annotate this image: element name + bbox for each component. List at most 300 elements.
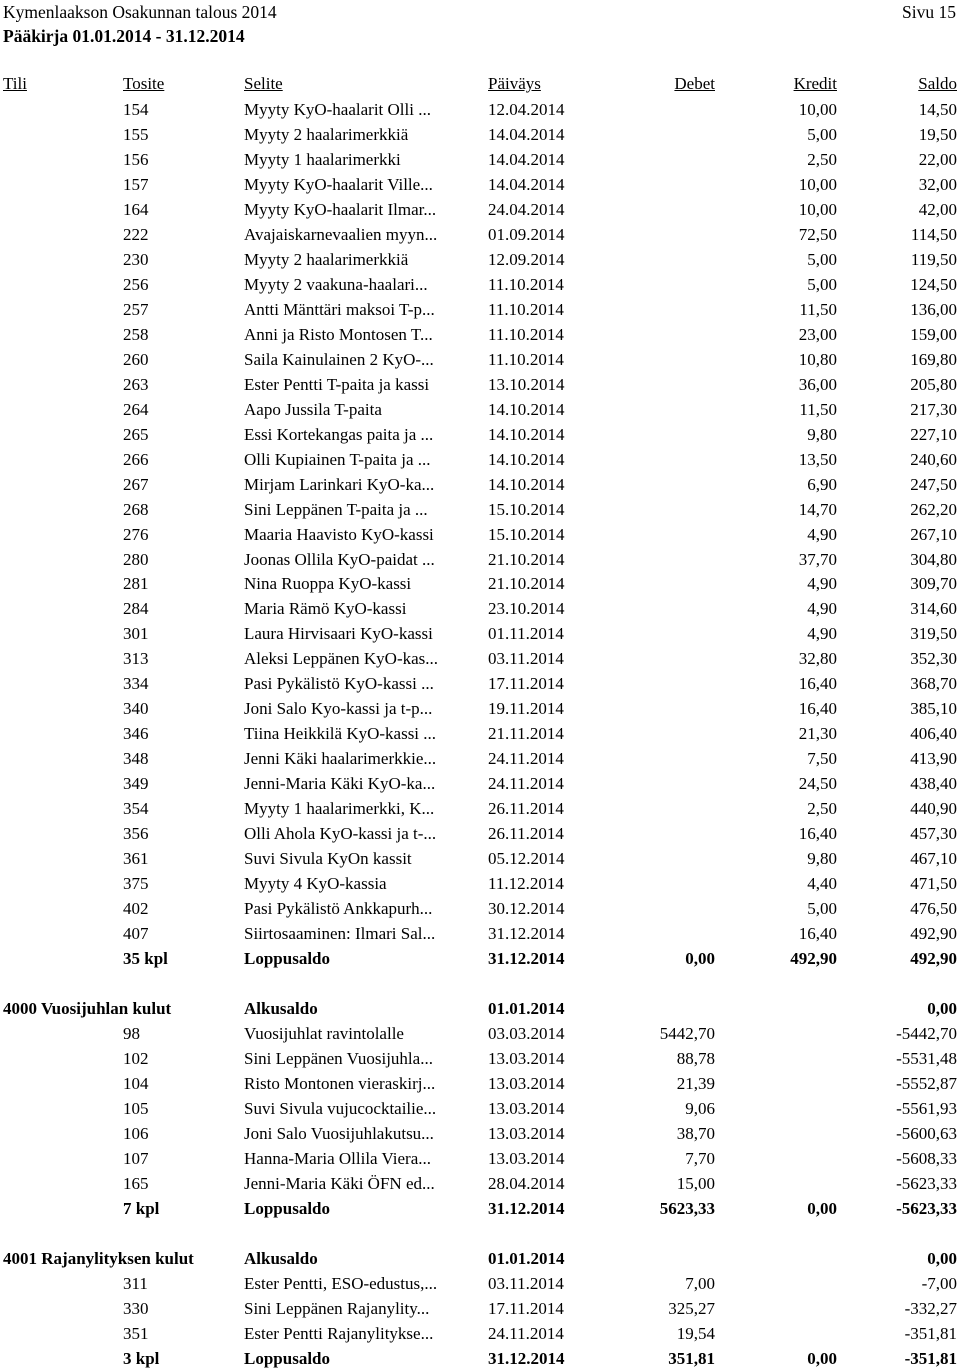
row-spacer — [0, 972, 960, 996]
description: Essi Kortekangas paita ja ... — [244, 424, 434, 444]
voucher-number: 313 — [123, 649, 149, 669]
date: 30.12.2014 — [488, 899, 565, 918]
balance-amount: 262,20 — [910, 499, 957, 519]
voucher-number: 266 — [123, 449, 149, 469]
balance-amount: 19,50 — [918, 125, 957, 144]
debit-amount: 21,39 — [676, 1073, 715, 1093]
date: 11.12.2014 — [488, 874, 564, 894]
voucher-number: 154 — [123, 100, 149, 119]
credit-amount: 16,40 — [798, 924, 837, 943]
table-row — [0, 1047, 960, 1071]
table-row — [0, 198, 960, 222]
voucher-number: 165 — [123, 1173, 149, 1193]
credit-amount: 4,90 — [807, 624, 837, 644]
table-row — [0, 473, 960, 497]
credit-amount: 13,50 — [798, 449, 837, 469]
date: 11.10.2014 — [488, 299, 564, 319]
credit-amount: 5,00 — [807, 125, 837, 144]
balance-amount: 368,70 — [910, 674, 957, 694]
credit-amount: 36,00 — [798, 374, 837, 394]
description: Nina Ruoppa KyO-kassi — [244, 574, 412, 594]
credit-amount: 5,00 — [807, 249, 837, 269]
debit-amount: 15,00 — [676, 1173, 715, 1193]
table-row — [0, 1297, 960, 1321]
table-row — [0, 373, 960, 397]
table-row — [0, 1122, 960, 1146]
voucher-number: 311 — [123, 1273, 148, 1293]
voucher-number: 281 — [123, 574, 149, 594]
credit-amount: 2,50 — [807, 799, 837, 819]
credit-amount: 24,50 — [798, 774, 837, 794]
voucher-number: 107 — [123, 1148, 149, 1168]
description: Olli Ahola KyO-kassi ja t-... — [244, 824, 437, 844]
table-row — [0, 597, 960, 621]
table-row — [0, 622, 960, 646]
date: 24.11.2014 — [488, 749, 564, 769]
table-row — [0, 847, 960, 871]
balance-amount: 304,80 — [910, 549, 957, 569]
balance-amount: 314,60 — [910, 599, 957, 619]
col-saldo: Saldo — [918, 74, 957, 93]
table-row — [0, 572, 960, 596]
description: Saila Kainulainen 2 KyO-... — [244, 349, 434, 369]
col-kredit: Kredit — [793, 74, 837, 93]
debit-amount: 9,06 — [685, 1098, 715, 1118]
balance-amount: 114,50 — [910, 224, 957, 244]
table-row — [0, 123, 960, 147]
date: 14.10.2014 — [488, 399, 565, 419]
date: 24.11.2014 — [488, 1323, 564, 1343]
table-row — [0, 448, 960, 472]
description: Risto Montonen vieraskirj... — [244, 1073, 436, 1093]
col-tosite: Tosite — [123, 74, 165, 93]
date: 17.11.2014 — [488, 1298, 564, 1318]
description: Maaria Haavisto KyO-kassi — [244, 524, 434, 544]
balance-amount: 124,50 — [910, 274, 957, 294]
table-row — [0, 323, 960, 347]
credit-amount: 14,70 — [798, 499, 837, 519]
date: 13.03.2014 — [488, 1098, 565, 1118]
description: Myyty KyO-haalarit Olli ... — [244, 100, 431, 119]
description: Maria Rämö KyO-kassi — [244, 599, 407, 619]
voucher-number: 267 — [123, 474, 149, 494]
balance-amount: -5531,48 — [896, 1048, 957, 1068]
balance-amount: 352,30 — [910, 649, 957, 669]
description: Loppusaldo — [244, 1198, 330, 1218]
balance-amount: -5552,87 — [896, 1073, 957, 1093]
voucher-number: 276 — [123, 524, 149, 544]
date: 13.10.2014 — [488, 374, 565, 394]
date: 21.11.2014 — [488, 724, 564, 744]
credit-amount: 32,80 — [798, 649, 837, 669]
account-header-row — [0, 1247, 960, 1271]
voucher-number: 351 — [123, 1323, 149, 1343]
description: Ester Pentti Rajanylitykse... — [244, 1323, 434, 1343]
voucher-number: 256 — [123, 274, 149, 294]
credit-amount: 10,00 — [798, 174, 837, 194]
credit-amount: 9,80 — [807, 424, 837, 444]
account-name: 4000 Vuosijuhlan kulut — [3, 998, 172, 1018]
balance-amount: 457,30 — [910, 824, 957, 844]
description: Loppusaldo — [244, 949, 330, 968]
voucher-number: 268 — [123, 499, 149, 519]
description: Ester Pentti T-paita ja kassi — [244, 374, 430, 394]
description: Sini Leppänen T-paita ja ... — [244, 499, 428, 519]
date: 21.10.2014 — [488, 549, 565, 569]
date: 19.11.2014 — [488, 699, 564, 719]
credit-amount: 5,00 — [807, 274, 837, 294]
voucher-number: 102 — [123, 1048, 149, 1068]
table-row — [0, 772, 960, 796]
description: Suvi Sivula vujucocktailie... — [244, 1098, 437, 1118]
balance-amount: 159,00 — [910, 324, 957, 344]
table-row — [0, 98, 960, 122]
table-row — [0, 248, 960, 272]
date: 14.04.2014 — [488, 149, 565, 169]
description: Alkusaldo — [244, 1248, 318, 1268]
table-row — [0, 672, 960, 696]
voucher-number: 35 kpl — [123, 949, 168, 968]
description: Anni ja Risto Montosen T... — [244, 324, 433, 344]
date: 31.12.2014 — [488, 1198, 565, 1218]
voucher-number: 222 — [123, 224, 149, 244]
debit-amount: 351,81 — [668, 1348, 715, 1368]
balance-amount: -7,00 — [921, 1273, 957, 1293]
table-row — [0, 747, 960, 771]
date: 15.10.2014 — [488, 524, 565, 544]
credit-amount: 16,40 — [798, 699, 837, 719]
balance-amount: -5623,33 — [896, 1198, 957, 1218]
table-row — [0, 822, 960, 846]
balance-amount: 14,50 — [918, 100, 957, 119]
description: Sini Leppänen Vuosijuhla... — [244, 1048, 433, 1068]
credit-amount: 72,50 — [798, 224, 837, 244]
voucher-number: 106 — [123, 1123, 149, 1143]
description: Avajaiskarnevaalien myyn... — [244, 224, 438, 244]
description: Tiina Heikkilä KyO-kassi ... — [244, 724, 437, 744]
col-debet: Debet — [674, 74, 715, 93]
description: Joni Salo Kyo-kassi ja t-p... — [244, 699, 433, 719]
description: Myyty KyO-haalarit Ville... — [244, 174, 433, 194]
voucher-number: 258 — [123, 324, 149, 344]
voucher-number: 346 — [123, 724, 149, 744]
balance-amount: -5608,33 — [896, 1148, 957, 1168]
date: 15.10.2014 — [488, 499, 565, 519]
date: 17.11.2014 — [488, 674, 564, 694]
voucher-number: 407 — [123, 924, 149, 943]
table-row — [0, 797, 960, 821]
report-subtitle: Pääkirja 01.01.2014 - 31.12.2014 — [3, 26, 245, 46]
date: 24.11.2014 — [488, 774, 564, 794]
date: 03.11.2014 — [488, 649, 564, 669]
voucher-number: 263 — [123, 374, 149, 394]
table-row — [0, 647, 960, 671]
voucher-number: 356 — [123, 824, 149, 844]
balance-amount: 319,50 — [910, 624, 957, 644]
balance-amount: 406,40 — [910, 724, 957, 744]
table-row — [0, 922, 960, 946]
credit-amount: 9,80 — [807, 849, 837, 869]
balance-amount: 413,90 — [910, 749, 957, 769]
debit-amount: 325,27 — [668, 1298, 715, 1318]
balance-amount: -351,81 — [904, 1348, 957, 1368]
credit-amount: 23,00 — [798, 324, 837, 344]
balance-amount: 227,10 — [910, 424, 957, 444]
date: 13.03.2014 — [488, 1148, 565, 1168]
credit-amount: 10,00 — [798, 100, 837, 119]
table-row — [0, 1072, 960, 1096]
voucher-number: 349 — [123, 774, 149, 794]
description: Jenni Käki haalarimerkkie... — [244, 749, 437, 769]
table-row — [0, 697, 960, 721]
balance-amount: -5600,63 — [896, 1123, 957, 1143]
date: 14.04.2014 — [488, 125, 565, 144]
date: 14.10.2014 — [488, 424, 565, 444]
balance-amount: -5442,70 — [896, 1023, 957, 1043]
debit-amount: 19,54 — [676, 1323, 715, 1343]
balance-amount: -351,81 — [904, 1323, 957, 1343]
balance-amount: 247,50 — [910, 474, 957, 494]
voucher-number: 3 kpl — [123, 1348, 160, 1368]
report-title: Kymenlaakson Osakunnan talous 2014 — [3, 2, 277, 22]
credit-amount: 7,50 — [807, 749, 837, 769]
date: 14.04.2014 — [488, 174, 565, 194]
table-row — [0, 872, 960, 896]
description: Aleksi Leppänen KyO-kas... — [244, 649, 439, 669]
col-tili: Tili — [3, 74, 27, 93]
date: 05.12.2014 — [488, 849, 565, 869]
date: 31.12.2014 — [488, 1348, 565, 1368]
col-selite: Selite — [244, 74, 283, 93]
description: Myyty 2 haalarimerkkiä — [244, 249, 409, 269]
date: 26.11.2014 — [488, 799, 564, 819]
row-spacer — [0, 1222, 960, 1246]
table-row — [0, 1322, 960, 1346]
date: 21.10.2014 — [488, 574, 565, 594]
date: 13.03.2014 — [488, 1073, 565, 1093]
table-row — [0, 423, 960, 447]
voucher-number: 155 — [123, 125, 149, 144]
date: 13.03.2014 — [488, 1048, 565, 1068]
voucher-number: 265 — [123, 424, 149, 444]
description: Siirtosaaminen: Ilmari Sal... — [244, 924, 436, 943]
date: 13.03.2014 — [488, 1123, 565, 1143]
description: Myyty KyO-haalarit Ilmar... — [244, 199, 437, 219]
date: 12.09.2014 — [488, 249, 565, 269]
date: 26.11.2014 — [488, 824, 564, 844]
balance-amount: 440,90 — [910, 799, 957, 819]
voucher-number: 334 — [123, 674, 149, 694]
date: 01.09.2014 — [488, 224, 565, 244]
date: 01.01.2014 — [488, 998, 565, 1018]
description: Olli Kupiainen T-paita ja ... — [244, 449, 431, 469]
voucher-number: 375 — [123, 874, 149, 894]
date: 31.12.2014 — [488, 949, 565, 968]
voucher-number: 361 — [123, 849, 149, 869]
col-paivays: Päiväys — [488, 74, 541, 93]
balance-amount: 22,00 — [918, 149, 957, 169]
account-header-row — [0, 997, 960, 1021]
balance-amount: 169,80 — [910, 349, 957, 369]
balance-amount: 492,90 — [910, 924, 957, 943]
description: Alkusaldo — [244, 998, 318, 1018]
account-name: 4001 Rajanylityksen kulut — [3, 1248, 194, 1268]
debit-amount: 38,70 — [676, 1123, 715, 1143]
column-headers — [0, 74, 960, 98]
table-row — [0, 523, 960, 547]
date: 24.04.2014 — [488, 199, 565, 219]
balance-amount: 0,00 — [927, 998, 957, 1018]
debit-amount: 5623,33 — [659, 1198, 715, 1218]
date: 01.01.2014 — [488, 1248, 565, 1268]
debit-amount: 88,78 — [676, 1048, 715, 1068]
total-row — [0, 1347, 960, 1371]
credit-amount: 0,00 — [807, 1198, 837, 1218]
description: Joonas Ollila KyO-paidat ... — [244, 549, 435, 569]
balance-amount: 119,50 — [910, 249, 957, 269]
voucher-number: 264 — [123, 399, 149, 419]
voucher-number: 156 — [123, 149, 149, 169]
table-row — [0, 1272, 960, 1296]
description: Loppusaldo — [244, 1348, 330, 1368]
voucher-number: 348 — [123, 749, 149, 769]
description: Joni Salo Vuosijuhlakutsu... — [244, 1123, 434, 1143]
voucher-number: 301 — [123, 624, 149, 644]
voucher-number: 284 — [123, 599, 149, 619]
voucher-number: 330 — [123, 1298, 149, 1318]
voucher-number: 402 — [123, 899, 149, 918]
description: Myyty 1 haalarimerkki — [244, 149, 401, 169]
date: 11.10.2014 — [488, 349, 564, 369]
credit-amount: 0,00 — [807, 1348, 837, 1368]
table-row — [0, 348, 960, 372]
date: 11.10.2014 — [488, 324, 564, 344]
total-row — [0, 947, 960, 971]
page-number: Sivu 15 — [902, 2, 956, 22]
description: Ester Pentti, ESO-edustus,... — [244, 1273, 438, 1293]
credit-amount: 5,00 — [807, 899, 837, 918]
table-row — [0, 1097, 960, 1121]
voucher-number: 354 — [123, 799, 149, 819]
table-row — [0, 1022, 960, 1046]
description: Laura Hirvisaari KyO-kassi — [244, 624, 433, 644]
voucher-number: 104 — [123, 1073, 149, 1093]
credit-amount: 11,50 — [799, 299, 837, 319]
voucher-number: 164 — [123, 199, 149, 219]
description: Jenni-Maria Käki KyO-ka... — [244, 774, 436, 794]
description: Vuosijuhlat ravintolalle — [244, 1023, 404, 1043]
balance-amount: -5623,33 — [896, 1173, 957, 1193]
credit-amount: 10,80 — [798, 349, 837, 369]
balance-amount: 205,80 — [910, 374, 957, 394]
table-row — [0, 1147, 960, 1171]
date: 01.11.2014 — [488, 624, 564, 644]
voucher-number: 260 — [123, 349, 149, 369]
date: 28.04.2014 — [488, 1173, 565, 1193]
balance-amount: 32,00 — [918, 174, 957, 194]
description: Jenni-Maria Käki ÖFN ed... — [244, 1173, 435, 1193]
date: 11.10.2014 — [488, 274, 564, 294]
description: Pasi Pykälistö Ankkapurh... — [244, 899, 433, 918]
voucher-number: 157 — [123, 174, 149, 194]
date: 14.10.2014 — [488, 449, 565, 469]
credit-amount: 16,40 — [798, 674, 837, 694]
balance-amount: 0,00 — [927, 1248, 957, 1268]
voucher-number: 340 — [123, 699, 149, 719]
date: 03.03.2014 — [488, 1023, 565, 1043]
table-row — [0, 722, 960, 746]
balance-amount: 240,60 — [910, 449, 957, 469]
balance-amount: 42,00 — [918, 199, 957, 219]
balance-amount: -5561,93 — [896, 1098, 957, 1118]
balance-amount: 136,00 — [910, 299, 957, 319]
credit-amount: 11,50 — [799, 399, 837, 419]
description: Hanna-Maria Ollila Viera... — [244, 1148, 432, 1168]
description: Myyty 2 vaakuna-haalari... — [244, 274, 428, 294]
balance-amount: 438,40 — [910, 774, 957, 794]
debit-amount: 7,00 — [685, 1273, 715, 1293]
balance-amount: 471,50 — [910, 874, 957, 894]
balance-amount: 492,90 — [910, 949, 957, 968]
debit-amount: 0,00 — [685, 949, 715, 968]
credit-amount: 6,90 — [807, 474, 837, 494]
description: Myyty 2 haalarimerkkiä — [244, 125, 409, 144]
table-row — [0, 548, 960, 572]
voucher-number: 280 — [123, 549, 149, 569]
description: Sini Leppänen Rajanylity... — [244, 1298, 430, 1318]
credit-amount: 16,40 — [798, 824, 837, 844]
voucher-number: 230 — [123, 249, 149, 269]
voucher-number: 7 kpl — [123, 1198, 160, 1218]
credit-amount: 37,70 — [798, 549, 837, 569]
total-row — [0, 1197, 960, 1221]
description: Antti Mänttäri maksoi T-p... — [244, 299, 435, 319]
description: Aapo Jussila T-paita — [244, 399, 382, 419]
balance-amount: 385,10 — [910, 699, 957, 719]
table-row — [0, 148, 960, 172]
description: Myyty 1 haalarimerkki, K... — [244, 799, 435, 819]
credit-amount: 10,00 — [798, 199, 837, 219]
description: Suvi Sivula KyOn kassit — [244, 849, 412, 869]
credit-amount: 4,90 — [807, 574, 837, 594]
table-row — [0, 223, 960, 247]
credit-amount: 4,40 — [807, 874, 837, 894]
voucher-number: 105 — [123, 1098, 149, 1118]
credit-amount: 4,90 — [807, 599, 837, 619]
table-row — [0, 298, 960, 322]
date: 23.10.2014 — [488, 599, 565, 619]
voucher-number: 257 — [123, 299, 149, 319]
voucher-number: 98 — [123, 1023, 140, 1043]
description: Mirjam Larinkari KyO-ka... — [244, 474, 435, 494]
table-row — [0, 398, 960, 422]
date: 03.11.2014 — [488, 1273, 564, 1293]
description: Myyty 4 KyO-kassia — [244, 874, 387, 894]
balance-amount: 267,10 — [910, 524, 957, 544]
balance-amount: 217,30 — [910, 399, 957, 419]
credit-amount: 492,90 — [790, 949, 837, 968]
debit-amount: 5442,70 — [659, 1023, 715, 1043]
balance-amount: -332,27 — [904, 1298, 957, 1318]
balance-amount: 476,50 — [910, 899, 957, 918]
table-row — [0, 273, 960, 297]
date: 12.04.2014 — [488, 100, 565, 119]
table-row — [0, 173, 960, 197]
debit-amount: 7,70 — [685, 1148, 715, 1168]
date: 14.10.2014 — [488, 474, 565, 494]
description: Pasi Pykälistö KyO-kassi ... — [244, 674, 434, 694]
balance-amount: 467,10 — [910, 849, 957, 869]
